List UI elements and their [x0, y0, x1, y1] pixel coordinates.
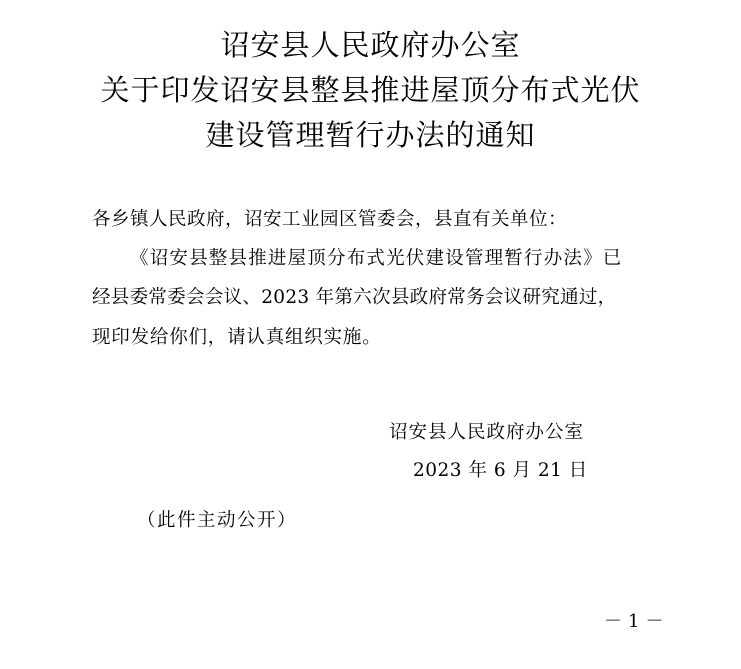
- page-number: －1－: [604, 611, 670, 632]
- paragraph-line-3: 现印发给你们，请认真组织实施。: [92, 327, 382, 348]
- document-title-line-2: 关于印发诏安县整县推进屋顶分布式光伏: [100, 73, 641, 107]
- signature-date: 2023 年 6 月 21 日: [413, 460, 588, 481]
- paragraph-line-1: 《诏安县整县推进屋顶分布式光伏建设管理暂行办法》已: [130, 248, 623, 269]
- disclosure-note: （此件主动公开）: [137, 510, 298, 531]
- document-title-line-3: 建设管理暂行办法的通知: [205, 118, 536, 152]
- salutation: 各乡镇人民政府，诏安工业园区管委会，县直有关单位：: [92, 209, 568, 230]
- document-issuer-heading: 诏安县人民政府办公室: [220, 28, 521, 62]
- signature-organization: 诏安县人民政府办公室: [389, 422, 585, 443]
- paragraph-line-2: 经县委常委会会议、2023 年第六次县政府常务会议研究通过，: [92, 287, 617, 308]
